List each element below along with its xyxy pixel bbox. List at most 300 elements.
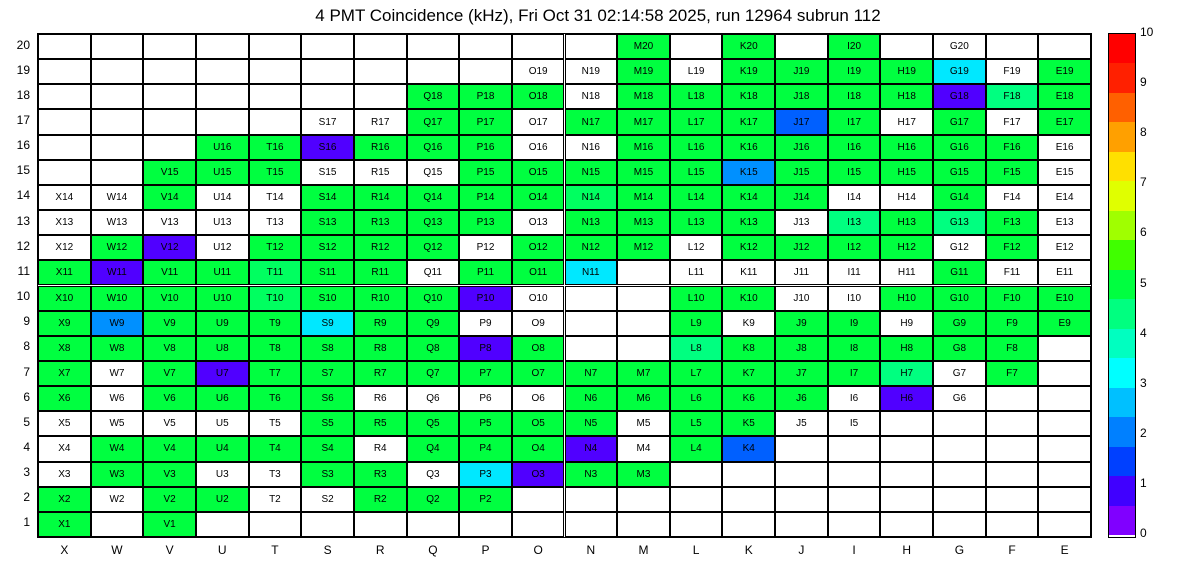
heatmap-cell (722, 462, 775, 487)
heatmap-cell: T7 (249, 361, 302, 386)
heatmap-cell: W7 (91, 361, 144, 386)
heatmap-cell (91, 84, 144, 109)
heatmap-cell (775, 436, 828, 461)
heatmap-cell (38, 160, 91, 185)
heatmap-cell: N11 (565, 260, 618, 285)
heatmap-cell (1038, 336, 1091, 361)
heatmap-cell: U8 (196, 336, 249, 361)
heatmap-cell (91, 59, 144, 84)
heatmap-cell (459, 34, 512, 59)
x-axis-tick-label: L (692, 543, 700, 557)
heatmap-cell: M6 (617, 386, 670, 411)
heatmap-cell (565, 311, 618, 336)
heatmap-cell: M20 (617, 34, 670, 59)
heatmap-cell (670, 487, 723, 512)
heatmap-cell (775, 34, 828, 59)
heatmap-cell: O7 (512, 361, 565, 386)
heatmap-cell: V1 (143, 512, 196, 537)
heatmap-cell: S16 (301, 135, 354, 160)
heatmap-cell: G17 (933, 109, 986, 134)
heatmap-cell: L11 (670, 260, 723, 285)
heatmap-cell: Q14 (407, 185, 460, 210)
heatmap-cell: P2 (459, 487, 512, 512)
heatmap-cell: E10 (1038, 286, 1091, 311)
heatmap-cell: J17 (775, 109, 828, 134)
heatmap-cell (565, 286, 618, 311)
heatmap-cell: Q4 (407, 436, 460, 461)
heatmap-cell: K6 (722, 386, 775, 411)
heatmap-cell: S5 (301, 411, 354, 436)
heatmap-cell: Q13 (407, 210, 460, 235)
heatmap-cell: R2 (354, 487, 407, 512)
heatmap-cell: S12 (301, 235, 354, 260)
heatmap-cell: H8 (880, 336, 933, 361)
heatmap-cell (880, 411, 933, 436)
heatmap-cell: L6 (670, 386, 723, 411)
heatmap-cell: F18 (986, 84, 1039, 109)
heatmap-cell: T12 (249, 235, 302, 260)
colorbar-tick-label: 10 (1140, 25, 1154, 39)
heatmap-cell: T8 (249, 336, 302, 361)
heatmap-cell (354, 59, 407, 84)
heatmap-cell: P7 (459, 361, 512, 386)
heatmap-cell: O18 (512, 84, 565, 109)
heatmap-cell: E17 (1038, 109, 1091, 134)
heatmap-cell (354, 34, 407, 59)
heatmap-cell: U2 (196, 487, 249, 512)
heatmap-cell (249, 109, 302, 134)
heatmap-cell: O16 (512, 135, 565, 160)
y-axis-tick-label: 14 (16, 188, 30, 203)
colorbar-segment (1109, 181, 1135, 210)
heatmap-cell: V2 (143, 487, 196, 512)
heatmap-cell: E14 (1038, 185, 1091, 210)
colorbar-segment (1109, 34, 1135, 63)
heatmap-cell: J10 (775, 286, 828, 311)
heatmap-cell (565, 512, 618, 537)
heatmap-cell: U16 (196, 135, 249, 160)
heatmap-cell: I7 (828, 361, 881, 386)
heatmap-cell (828, 462, 881, 487)
y-axis-tick-label: 19 (16, 62, 30, 77)
heatmap-cell (565, 487, 618, 512)
heatmap-cell (775, 462, 828, 487)
heatmap-cell (91, 135, 144, 160)
heatmap-cell (617, 512, 670, 537)
heatmap-cell (38, 109, 91, 134)
heatmap-cell: K12 (722, 235, 775, 260)
y-axis-tick-label: 12 (16, 238, 30, 253)
heatmap-cell: I12 (828, 235, 881, 260)
heatmap-cell: Q11 (407, 260, 460, 285)
colorbar-tick-label: 5 (1140, 275, 1147, 290)
heatmap-cell: P3 (459, 462, 512, 487)
heatmap-cell: W11 (91, 260, 144, 285)
y-axis-tick-label: 1 (23, 515, 30, 530)
y-axis-tick-label: 13 (16, 213, 30, 228)
heatmap-cell: H12 (880, 235, 933, 260)
heatmap-cell: P9 (459, 311, 512, 336)
heatmap-cell: W9 (91, 311, 144, 336)
heatmap-cell: F17 (986, 109, 1039, 134)
heatmap-cell: E9 (1038, 311, 1091, 336)
heatmap-cell: P4 (459, 436, 512, 461)
heatmap-cell: P14 (459, 185, 512, 210)
colorbar-segment (1109, 358, 1135, 387)
x-axis-tick-label: T (271, 543, 279, 557)
x-axis-tick-label: F (1008, 543, 1016, 557)
x-axis-tick-label: R (375, 543, 385, 557)
heatmap-cell: L14 (670, 185, 723, 210)
heatmap-cell: V5 (143, 411, 196, 436)
heatmap-cell: S13 (301, 210, 354, 235)
heatmap-cell: N14 (565, 185, 618, 210)
heatmap-cell: X11 (38, 260, 91, 285)
heatmap-cell (933, 512, 986, 537)
heatmap-cell: V13 (143, 210, 196, 235)
heatmap-cell: P18 (459, 84, 512, 109)
heatmap-cell: S15 (301, 160, 354, 185)
heatmap-cell: L13 (670, 210, 723, 235)
heatmap-cell: T11 (249, 260, 302, 285)
heatmap-cell: M4 (617, 436, 670, 461)
heatmap-cell: Q5 (407, 411, 460, 436)
heatmap-cell: G16 (933, 135, 986, 160)
heatmap-cell: K20 (722, 34, 775, 59)
heatmap-cell: T13 (249, 210, 302, 235)
x-axis-tick-label: P (481, 543, 490, 557)
heatmap-cell: U14 (196, 185, 249, 210)
heatmap-cell: J19 (775, 59, 828, 84)
heatmap-cell: H18 (880, 84, 933, 109)
heatmap-cell: R3 (354, 462, 407, 487)
heatmap-cell: L5 (670, 411, 723, 436)
heatmap-cell (196, 59, 249, 84)
heatmap-cell: O12 (512, 235, 565, 260)
heatmap-cell: O9 (512, 311, 565, 336)
heatmap-cell (91, 160, 144, 185)
heatmap-cell (407, 34, 460, 59)
heatmap-cell (775, 512, 828, 537)
heatmap-cell: I14 (828, 185, 881, 210)
heatmap-cell: G15 (933, 160, 986, 185)
heatmap-cell: W5 (91, 411, 144, 436)
heatmap-cell: T9 (249, 311, 302, 336)
heatmap-cell (91, 34, 144, 59)
heatmap-cell: Q6 (407, 386, 460, 411)
heatmap-cell: K11 (722, 260, 775, 285)
heatmap-cell (880, 436, 933, 461)
heatmap-cell (617, 487, 670, 512)
heatmap-cell (986, 512, 1039, 537)
heatmap-cell: G6 (933, 386, 986, 411)
heatmap-cell: H6 (880, 386, 933, 411)
heatmap-cell: U13 (196, 210, 249, 235)
heatmap-cell (249, 59, 302, 84)
heatmap-cell: M19 (617, 59, 670, 84)
heatmap-cell (143, 109, 196, 134)
heatmap-cell: I20 (828, 34, 881, 59)
heatmap-cell: Q15 (407, 160, 460, 185)
heatmap-cell: M5 (617, 411, 670, 436)
heatmap-cell: H9 (880, 311, 933, 336)
heatmap-cell: X7 (38, 361, 91, 386)
heatmap-cell (1038, 386, 1091, 411)
heatmap-cell: S4 (301, 436, 354, 461)
y-axis-tick-label: 15 (16, 163, 30, 178)
x-axis-tick-label: E (1060, 543, 1069, 557)
heatmap-cell: T5 (249, 411, 302, 436)
heatmap-cell: H10 (880, 286, 933, 311)
heatmap-cell (301, 84, 354, 109)
heatmap-cell (512, 487, 565, 512)
heatmap-cell: J16 (775, 135, 828, 160)
heatmap-cell (880, 462, 933, 487)
heatmap-cell: J18 (775, 84, 828, 109)
heatmap-cell: J13 (775, 210, 828, 235)
heatmap-cell (38, 135, 91, 160)
y-axis-tick-label: 10 (16, 289, 30, 304)
colorbar-segment (1109, 152, 1135, 181)
heatmap-cell: X10 (38, 286, 91, 311)
heatmap-cell: W8 (91, 336, 144, 361)
heatmap-cell: O6 (512, 386, 565, 411)
colorbar-segment (1109, 93, 1135, 122)
heatmap-cell: F12 (986, 235, 1039, 260)
heatmap-cell: W4 (91, 436, 144, 461)
heatmap-cell: O10 (512, 286, 565, 311)
heatmap-cell: U3 (196, 462, 249, 487)
x-axis-tick-label: S (323, 543, 332, 557)
heatmap-cell: J15 (775, 160, 828, 185)
heatmap-cell: F13 (986, 210, 1039, 235)
heatmap-cell: V11 (143, 260, 196, 285)
heatmap-cell: R14 (354, 185, 407, 210)
heatmap-cell (1038, 512, 1091, 537)
colorbar-segment (1109, 506, 1135, 535)
heatmap-cell: M18 (617, 84, 670, 109)
colorbar (1108, 33, 1136, 538)
heatmap-cell: H7 (880, 361, 933, 386)
x-axis-tick-label: U (217, 543, 227, 557)
heatmap-cell: S2 (301, 487, 354, 512)
heatmap-cell: R6 (354, 386, 407, 411)
heatmap-cell: R4 (354, 436, 407, 461)
heatmap-cell: K15 (722, 160, 775, 185)
heatmap-cell (617, 286, 670, 311)
colorbar-tick-label: 7 (1140, 175, 1147, 190)
colorbar-segment (1109, 476, 1135, 505)
heatmap-cell (196, 109, 249, 134)
heatmap-cell: L7 (670, 361, 723, 386)
heatmap-cell: X5 (38, 411, 91, 436)
heatmap-cell (143, 84, 196, 109)
heatmap-cell: R13 (354, 210, 407, 235)
heatmap-cell: T15 (249, 160, 302, 185)
x-axis-tick-label: W (111, 543, 123, 557)
heatmap-cell: H13 (880, 210, 933, 235)
heatmap-cell (1038, 34, 1091, 59)
heatmap-cell: F7 (986, 361, 1039, 386)
heatmap-cell (986, 462, 1039, 487)
heatmap-cell: G13 (933, 210, 986, 235)
heatmap-cell (459, 512, 512, 537)
heatmap-cell: J7 (775, 361, 828, 386)
y-axis-tick-label: 17 (16, 113, 30, 128)
heatmap-cell (143, 59, 196, 84)
heatmap-cell: X12 (38, 235, 91, 260)
heatmap-cell: Q3 (407, 462, 460, 487)
heatmap-cell: L10 (670, 286, 723, 311)
heatmap-cell: G14 (933, 185, 986, 210)
colorbar-tick-label: 9 (1140, 75, 1147, 90)
heatmap-cell: M14 (617, 185, 670, 210)
heatmap-cell: N7 (565, 361, 618, 386)
colorbar-tick-label: 1 (1140, 475, 1147, 490)
heatmap-cell: I15 (828, 160, 881, 185)
heatmap-cell: W12 (91, 235, 144, 260)
heatmap-cell: K19 (722, 59, 775, 84)
colorbar-tick-label: 6 (1140, 225, 1147, 240)
y-axis-tick-label: 3 (23, 465, 30, 480)
heatmap-cell: Q8 (407, 336, 460, 361)
heatmap-cell: K8 (722, 336, 775, 361)
heatmap-cell: K7 (722, 361, 775, 386)
heatmap-cell (933, 462, 986, 487)
heatmap-cell (670, 462, 723, 487)
heatmap-cell: U11 (196, 260, 249, 285)
heatmap-cell: Q10 (407, 286, 460, 311)
heatmap-cell: M15 (617, 160, 670, 185)
heatmap-cell: S3 (301, 462, 354, 487)
heatmap-cell (565, 336, 618, 361)
heatmap-cell (986, 34, 1039, 59)
heatmap-cell (933, 436, 986, 461)
heatmap-cell: I17 (828, 109, 881, 134)
heatmap-cell: F14 (986, 185, 1039, 210)
heatmap-cell: G20 (933, 34, 986, 59)
heatmap-cell: G19 (933, 59, 986, 84)
heatmap-cell: Q18 (407, 84, 460, 109)
heatmap-cell: R12 (354, 235, 407, 260)
heatmap-cell (143, 34, 196, 59)
heatmap-cell: G9 (933, 311, 986, 336)
heatmap-cell: U4 (196, 436, 249, 461)
heatmap-cell: M3 (617, 462, 670, 487)
heatmap-cell (1038, 436, 1091, 461)
heatmap-cell (775, 487, 828, 512)
heatmap-cell: U10 (196, 286, 249, 311)
heatmap-cell: E13 (1038, 210, 1091, 235)
heatmap-cell: I19 (828, 59, 881, 84)
heatmap-cell: F11 (986, 260, 1039, 285)
heatmap-cell (933, 487, 986, 512)
heatmap-cell (196, 84, 249, 109)
heatmap-cell: J9 (775, 311, 828, 336)
heatmap-cell: V15 (143, 160, 196, 185)
heatmap-cell: V14 (143, 185, 196, 210)
heatmap-cell (354, 512, 407, 537)
heatmap-cell: W10 (91, 286, 144, 311)
heatmap-cell: U12 (196, 235, 249, 260)
heatmap-cell: O11 (512, 260, 565, 285)
heatmap-cell: S14 (301, 185, 354, 210)
heatmap-cell: P16 (459, 135, 512, 160)
colorbar-segment (1109, 299, 1135, 328)
heatmap-cell: U9 (196, 311, 249, 336)
heatmap-cell (38, 34, 91, 59)
heatmap-cell: O5 (512, 411, 565, 436)
heatmap-cell (986, 411, 1039, 436)
heatmap-cell (933, 411, 986, 436)
heatmap-cell (1038, 361, 1091, 386)
x-axis-tick-label: I (852, 543, 856, 557)
heatmap-cell: R5 (354, 411, 407, 436)
heatmap-cell: U15 (196, 160, 249, 185)
heatmap-cell: L9 (670, 311, 723, 336)
heatmap-cell: I10 (828, 286, 881, 311)
heatmap-cell: V8 (143, 336, 196, 361)
heatmap-cell (1038, 411, 1091, 436)
heatmap-cell: M7 (617, 361, 670, 386)
heatmap-cell: P6 (459, 386, 512, 411)
heatmap-cell (407, 59, 460, 84)
heatmap-cell: H16 (880, 135, 933, 160)
heatmap-cell: O3 (512, 462, 565, 487)
heatmap-cell: L12 (670, 235, 723, 260)
heatmap-cell: F15 (986, 160, 1039, 185)
heatmap-cell: T4 (249, 436, 302, 461)
heatmap-cell: O13 (512, 210, 565, 235)
heatmap-cell: J11 (775, 260, 828, 285)
heatmap-grid (37, 33, 1092, 538)
heatmap-cell: M17 (617, 109, 670, 134)
heatmap-cell: I9 (828, 311, 881, 336)
chart-title: 4 PMT Coincidence (kHz), Fri Oct 31 02:14:58 2025, run 12964 subrun 112 (315, 6, 881, 25)
heatmap-cell: P10 (459, 286, 512, 311)
heatmap-cell: H14 (880, 185, 933, 210)
heatmap-cell: O19 (512, 59, 565, 84)
heatmap-cell: Q7 (407, 361, 460, 386)
heatmap-cell: L8 (670, 336, 723, 361)
heatmap-cell (196, 512, 249, 537)
heatmap-cell: P11 (459, 260, 512, 285)
heatmap-cell: S17 (301, 109, 354, 134)
heatmap-cell: O15 (512, 160, 565, 185)
heatmap-cell: N13 (565, 210, 618, 235)
heatmap-cell: K13 (722, 210, 775, 235)
heatmap-cell (38, 84, 91, 109)
heatmap-cell: H17 (880, 109, 933, 134)
heatmap-cell: L4 (670, 436, 723, 461)
heatmap-cell (880, 487, 933, 512)
heatmap-cell (986, 436, 1039, 461)
heatmap-cell: N6 (565, 386, 618, 411)
heatmap-cell: K4 (722, 436, 775, 461)
heatmap-cell (670, 512, 723, 537)
colorbar-segment (1109, 122, 1135, 151)
heatmap-cell (828, 436, 881, 461)
heatmap-cell (512, 512, 565, 537)
heatmap-cell: R16 (354, 135, 407, 160)
heatmap-cell: J8 (775, 336, 828, 361)
heatmap-cell: O8 (512, 336, 565, 361)
x-axis-tick-label: J (798, 543, 805, 557)
heatmap-cell: H19 (880, 59, 933, 84)
heatmap-cell: S7 (301, 361, 354, 386)
heatmap-cell: E19 (1038, 59, 1091, 84)
heatmap-cell: X2 (38, 487, 91, 512)
